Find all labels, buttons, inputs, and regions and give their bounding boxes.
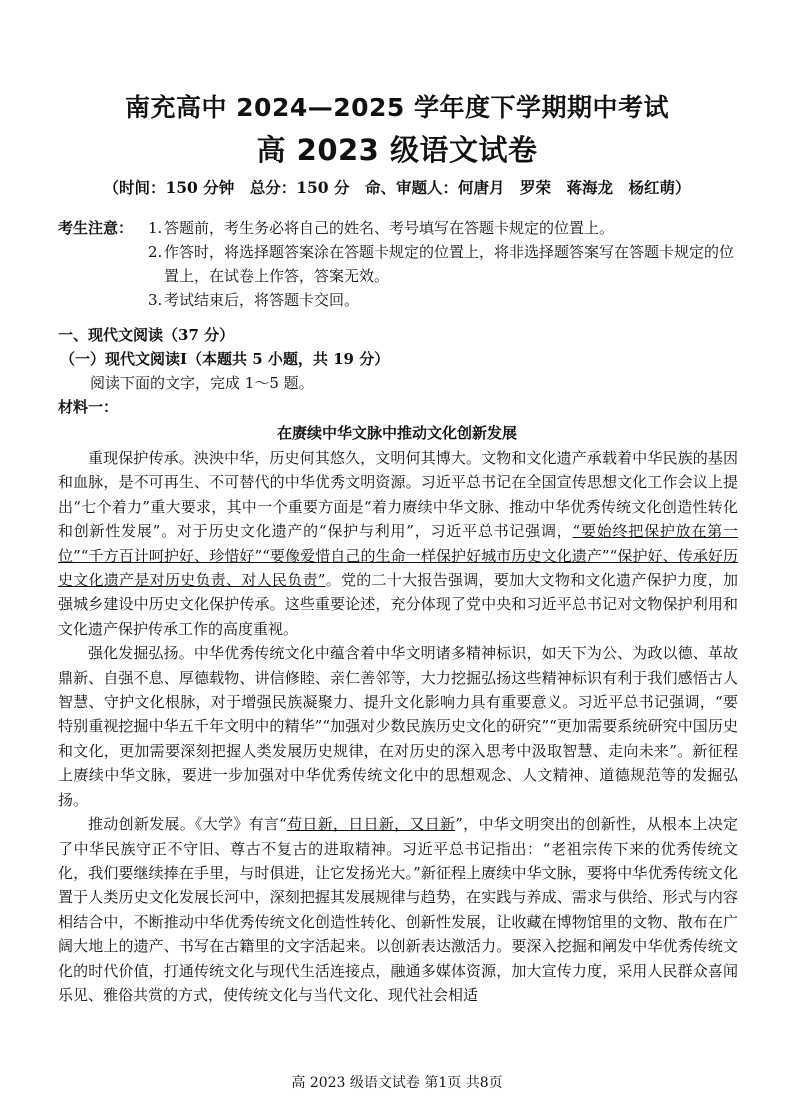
exam-title: 南充高中 2024—2025 学年度下学期期中考试: [124, 93, 670, 122]
article-title: 在赓续中华文脉中推动文化创新发展: [276, 424, 517, 442]
underlined-quote: “要始终把保护放在第一位”“千方百计呵护好、珍惜好”“要像爱惜自己的生命一样保护好城市历史文化遗产”“保护好、传承好历史文化遗产是对历史负责、对人民负责”: [58, 522, 738, 590]
notice-label: 考生注意：: [58, 219, 134, 237]
material-label: 材料一：: [58, 398, 119, 416]
subsection-heading: （一）现代文阅读Ⅰ（本题共 5 小题，共 19 分）: [60, 350, 390, 368]
article-paragraph: 重现保护传承。泱泱中华，历史何其悠久，文明何其博大。文物和文化遗产承载着中华民族的基因和血脉，是不可再生、不可替代的中华优秀文明资源。习近平总书记在全国宣传思想文化工作会议上提出“七个着力”重大要求，其中一个重要方面是“着力赓续中华文脉、推动中华优秀传统文化创造性转化和创新性发展”。对于历史文化遗产的“保护与利用”，习近平总书记强调，“要始终把保护放在第一位”“千方百计呵护好、珍惜好”“要像爱惜自己的生命一样保护好城市历史文化遗产”“保护好、传承好历史文化遗产是对历史负责、对人民负责”。党的二十大报告强调，要加大文物和文化遗产保护力度，加强城乡建设中历史文化保护传承。这些重要论述，充分体现了党中央和习近平总书记对文物保护利用和文化遗产保护传承工作的高度重视。: [58, 449, 738, 638]
article-paragraph: 强化发掘弘扬。中华优秀传统文化中蕴含着中华文明诸多精神标识，如天下为公、为政以德、革故鼎新、自强不息、厚德载物、讲信修睦、亲仁善邻等，大力挖掘弘扬这些精神标识有利于我们感悟古人智慧、守护文化根脉，对于增强民族凝聚力、提升文化影响力具有重要意义。习近平总书记强调，“要特别重视挖掘中华五千年文明中的精华”“加强对少数民族历史文化的研究”“更加需要系统研究中国历史和文化，更加需要深刻把握人类发展历史规律，在对历史的深入思考中汲取智慧、走向未来”。新征程上赓续中华文脉，要进一步加强对中华优秀传统文化中的思想观念、人文精神、道德规范等的发掘弘扬。: [58, 644, 738, 809]
exam-subtitle: 高 2023 级语文试卷: [256, 133, 538, 167]
notice-item: 2. 作答时，将选择题答案涂在答题卡规定的位置上，将非选择题答案写在答题卡规定的位置上，在试卷上作答，答案无效。: [148, 243, 735, 285]
page-footer: 高 2023 级语文试卷 第1页 共8页: [291, 1075, 503, 1091]
article-body: [58, 446, 738, 1007]
underlined-quote: 苟日新，日日新，又日新: [286, 815, 456, 834]
notice-item: 3. 考试结束后，将答题卡交回。: [148, 291, 360, 309]
reading-instruction: 阅读下面的文字，完成 1～5 题。: [90, 374, 314, 392]
article-paragraph: 推动创新发展。《大学》有言“苟日新，日日新，又日新”，中华文明突出的创新性，从根本上决定了中华民族守正不守旧、尊古不复古的进取精神。习近平总书记指出：“老祖宗传下来的优秀传统文化，我们要继续捧在手里，与时俱进，让它发扬光大。”新征程上赓续中华文脉，要将中华优秀传统文化置于人类历史文化发展长河中，深刻把握其发展规律与趋势，在实践与养成、需求与供给、形式与内容相结合中，不断推动中华优秀传统文化创造性转化、创新性发展，让收藏在博物馆里的文物、散布在广阔大地上的遗产、书写在古籍里的文字活起来。以创新表达激活力。要深入挖掘和阐发中华优秀传统文化的时代价值，打通传统文化与现代生活连接点，融通多媒体资源，加大宣传力度，采用人民群众喜闻乐见、雅俗共赏的方式，使传统文化与当代文化、现代社会相适: [58, 815, 738, 1004]
candidate-notice: [58, 216, 738, 312]
exam-meta: （时间：150 分钟 总分：150 分 命、审题人：何唐月 罗荣 蒋海龙 杨红萌）: [103, 178, 691, 197]
section-heading: 一、现代文阅读（37 分）: [58, 326, 235, 344]
notice-item: 1. 答题前，考生务必将自己的姓名、考号填写在答题卡规定的位置上。: [148, 219, 615, 237]
